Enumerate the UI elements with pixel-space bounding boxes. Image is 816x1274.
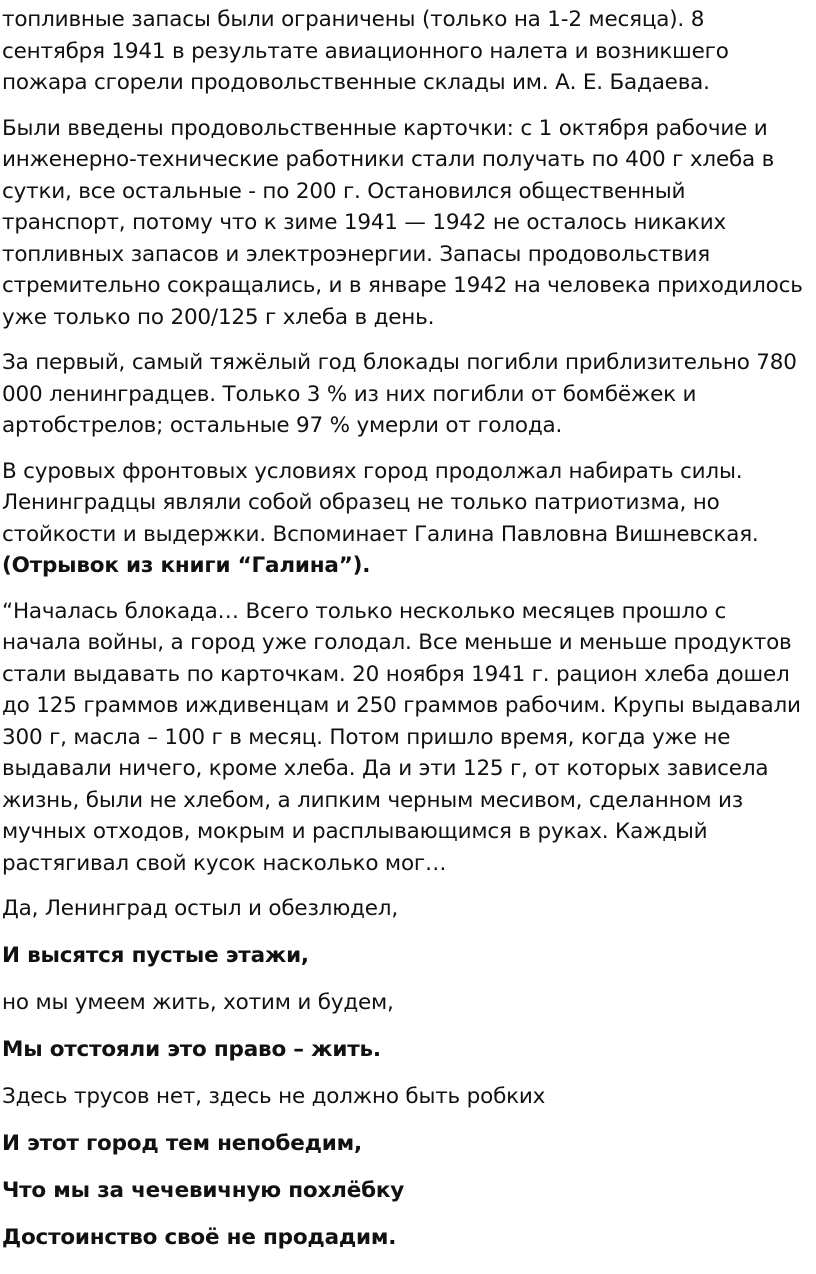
paragraph-ration-cards: Были введены продовольственные карточки: с 1 октября рабочие и инженерно-технические работники стали получать по 400 г хлеба в сутки, все остальные - по 200 г. Остановился общественный транспорт, потому что к зиме 1941 — 1942 не осталось никаких топливных запасов и электроэнергии. Запасы продовольствия стремительно сокращались, и в январе 1942 на человека приходилось уже только по 200/125 г хлеба в день. xyxy=(2,115,803,330)
memoir-quote: “Началась блокада… Всего только несколько месяцев прошло с начала войны, а город уже голодал. Все меньше и меньше продуктов стали выдавать по карточкам. 20 ноября 1941 г. рацион хлеба дошел до 125 граммов иждивенцам и 250 граммов рабочим. Крупы выдавали 300 г, масла – 100 г в месяц. Потом пришло время, когда уже не выдавали ничего, кроме хлеба. Да и эти 125 г, от которых зависела жизнь, были не хлебом, а липким черным месивом, сделанном из мучных отходов, мокрым и расплывающимся в руках. Каждый растягивал свой кусок насколько мог… xyxy=(2,598,801,876)
poem-line-4: Мы отстояли это право – жить. xyxy=(2,1037,381,1062)
book-excerpt-note: (Отрывок из книги “Галина”). xyxy=(2,553,371,578)
poem-line-7: Что мы за чечевичную похлёбку xyxy=(2,1178,405,1203)
poem-line-6: И этот город тем непобедим, xyxy=(2,1131,362,1156)
poem-line-1: Да, Ленинград остыл и обезлюдел, xyxy=(2,896,398,921)
poem-line-5: Здесь трусов нет, здесь не должно быть робких xyxy=(2,1084,546,1109)
paragraph-fuel-supplies: топливные запасы были ограничены (только на 1-2 месяца). 8 сентября 1941 в результате авиационного налета и возникшего пожара сгорели продовольственные склады им. А. Е. Бадаева. xyxy=(2,7,729,95)
paragraph-resilience xyxy=(2,456,806,582)
paragraph-resilience-text: В суровых фронтовых условиях город продолжал набирать силы. Ленинградцы являли собой образец не только патриотизма, но стойкости и выдержки. Вспоминает Галина Павловна Вишневская. xyxy=(2,458,759,547)
poem-line-2: И высятся пустые этажи, xyxy=(2,943,309,968)
poem-line-3: но мы умеем жить, хотим и будем, xyxy=(2,990,394,1015)
poem-line-8: Достоинство своё не продадим. xyxy=(2,1225,397,1250)
paragraph-casualties: За первый, самый тяжёлый год блокады погибли приблизительно 780 000 ленинградцев. Только 3 % из них погибли от бомбёжек и артобстрелов; остальные 97 % умерли от голода. xyxy=(2,350,797,438)
